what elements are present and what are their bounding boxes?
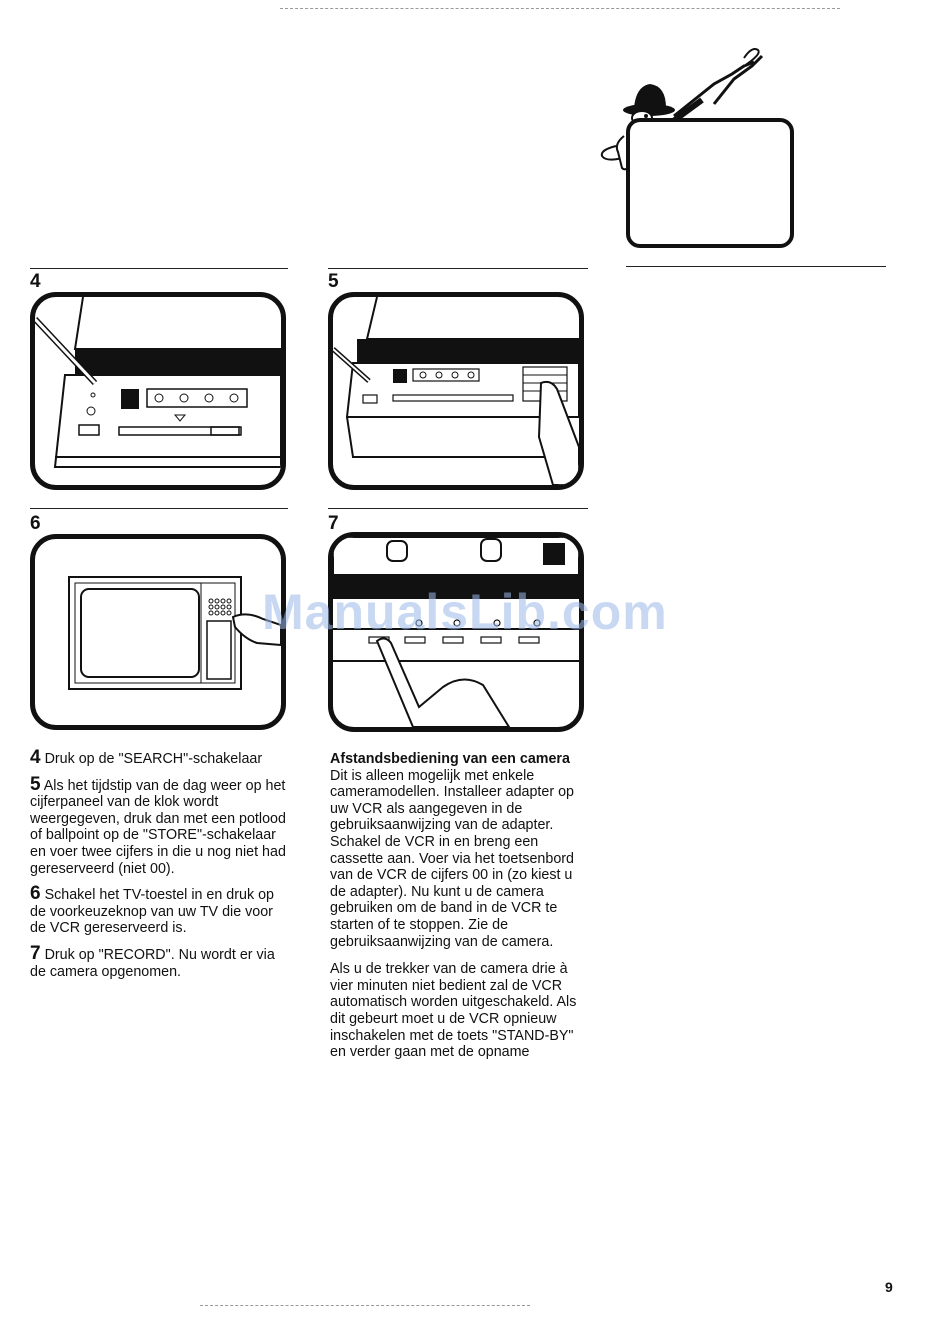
section-paragraph-2: Als u de trekker van de camera drie à vier minuten niet bedient zal de VCR automatisch worden uitgeschakeld. Als dit gebeurt moet u de VCR opnieuw inschakelen met de toets "STAND-BY" en verder gaan met de opname bbox=[330, 961, 577, 1061]
step-5-paragraph bbox=[30, 773, 292, 878]
step-7-text: Druk op "RECORD". Nu wordt er via de camera opgenomen. bbox=[30, 946, 275, 980]
illustration-step-6 bbox=[30, 534, 286, 730]
camera-remote-section bbox=[330, 751, 592, 1070]
page-number: 9 bbox=[885, 1279, 893, 1295]
step-6-paragraph bbox=[30, 883, 292, 937]
rule-mid-left bbox=[30, 508, 288, 509]
step-number-6: 6 bbox=[30, 513, 41, 534]
step-5-text: Als het tijdstip van de dag weer op het cijferpaneel van de klok wordt weergegeven, druk dan met een potlood of ballpoint op de "STORE"-schakelaar en voer twee cijfers in die u nog niet had gereserveerd (niet 00). bbox=[30, 777, 286, 877]
mascot-tv-illustration bbox=[594, 44, 804, 254]
step-6-text: Schakel het TV-toestel in en druk op de voorkeuzeknop van uw TV die voor de VCR gereserveerd is. bbox=[30, 887, 274, 937]
illustration-step-4 bbox=[30, 292, 286, 490]
rule-top-left bbox=[30, 268, 288, 269]
step-number-7: 7 bbox=[328, 513, 339, 534]
rule-top-right bbox=[626, 266, 886, 267]
instructions-left-column bbox=[30, 747, 292, 989]
step-number-5: 5 bbox=[328, 271, 339, 292]
step-7-paragraph bbox=[30, 942, 292, 980]
illustration-step-5 bbox=[328, 292, 584, 490]
step-4-text: Druk op de "SEARCH"-schakelaar bbox=[44, 751, 263, 767]
section-paragraph-1: Dit is alleen mogelijk met enkele cameramodellen. Installeer adapter op uw VCR als aangegeven in de gebruiksaanwijzing van de adapter. Schakel de VCR in en breng een cassette aan. Voer via het toetsenbord van de VCR de cijfers 00 in (zo kiest u de adapter). Nu kunt u de camera gebruiken om de band in de VCR te starten of te stoppen. Zie de gebruiksaanwijzing van de camera. bbox=[330, 767, 575, 950]
step-7-number: 7 bbox=[30, 942, 41, 964]
watermark: ManualsLib.com bbox=[262, 584, 668, 640]
rule-top-mid bbox=[328, 268, 588, 269]
step-4-paragraph bbox=[30, 747, 292, 768]
step-4-number: 4 bbox=[30, 747, 41, 768]
step-6-number: 6 bbox=[30, 883, 41, 905]
step-number-4: 4 bbox=[30, 271, 41, 292]
section-heading: Afstandsbediening van een camera bbox=[330, 751, 570, 767]
step-5-number: 5 bbox=[30, 773, 41, 795]
rule-mid-mid bbox=[328, 508, 588, 509]
